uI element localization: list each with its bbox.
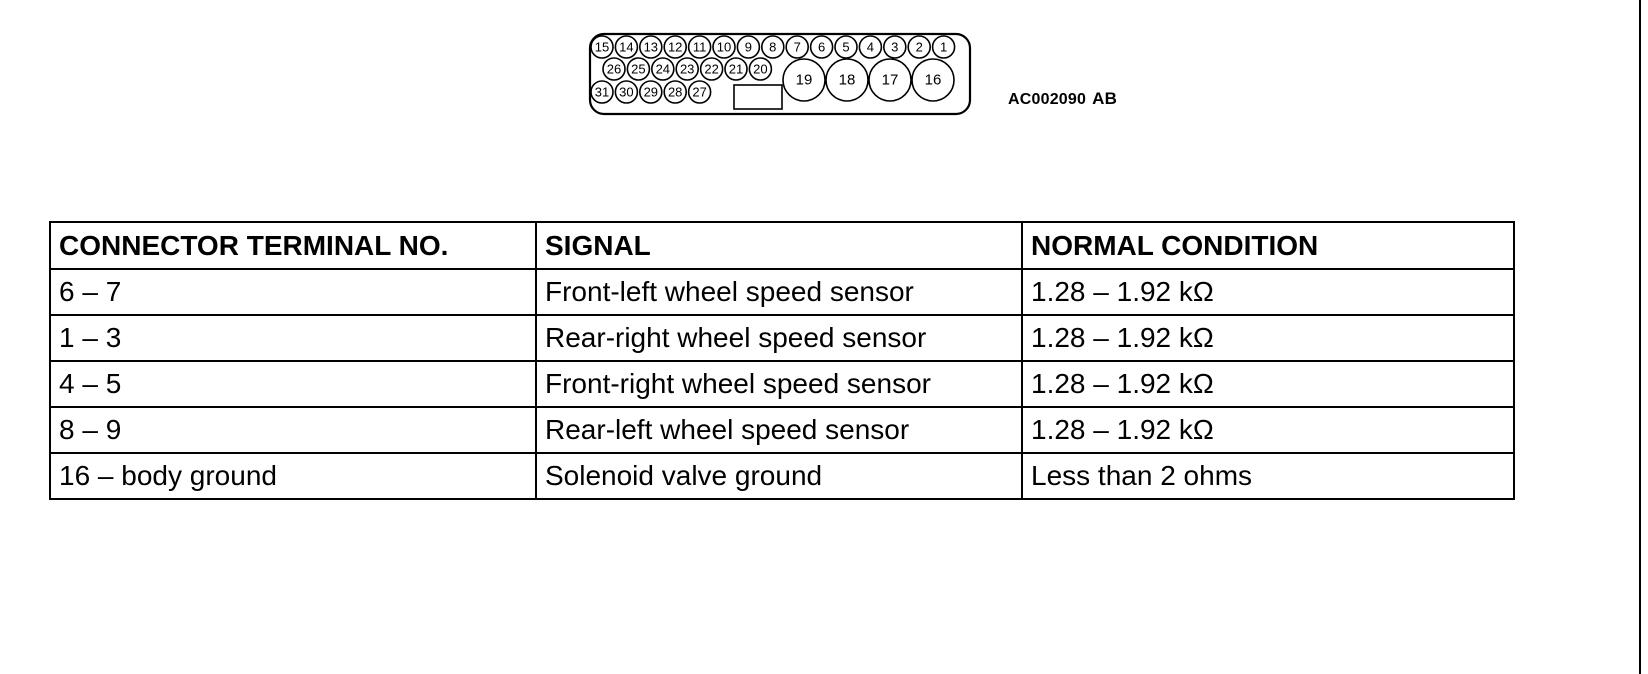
pin-number: 9 [744, 39, 753, 55]
connector-pin-30 [615, 81, 637, 103]
connector-key-slot [734, 85, 782, 109]
connector-pin-27 [689, 81, 711, 103]
connector-pin-14 [615, 36, 637, 58]
connector-check-table [49, 221, 1515, 500]
connector-pin-28 [664, 81, 686, 103]
pin-row-bottom [591, 81, 711, 103]
pin-number: 12 [667, 39, 683, 55]
connector-pin-12 [664, 36, 686, 58]
cell-terminal: 8 – 9 [50, 407, 536, 453]
connector-pin-4 [859, 36, 881, 58]
pin-number: 2 [915, 39, 923, 55]
pin-number: 26 [606, 61, 622, 77]
figure-code-suffix: AB [1092, 89, 1118, 108]
connector-pin-3 [884, 36, 906, 58]
connector-pin-24 [652, 58, 674, 80]
cell-signal: Front-left wheel speed sensor [536, 269, 1022, 315]
pin-number: 24 [655, 61, 671, 77]
table-row [50, 361, 1514, 407]
figure-code [1008, 89, 1117, 109]
pin-number: 17 [881, 71, 899, 89]
connector-pin-2 [908, 36, 930, 58]
pin-number: 14 [619, 39, 634, 55]
pin-number: 30 [619, 84, 634, 100]
cell-terminal: 1 – 3 [50, 315, 536, 361]
connector-pin-26 [603, 58, 625, 80]
connector-pin-21 [725, 58, 747, 80]
connector-pin-25 [627, 58, 649, 80]
pin-number: 16 [924, 71, 942, 89]
connector-pin-7 [786, 36, 808, 58]
table-row [50, 269, 1514, 315]
table-row [50, 407, 1514, 453]
cell-terminal: 6 – 7 [50, 269, 536, 315]
connector-pin-11 [689, 36, 711, 58]
table-row [50, 315, 1514, 361]
pin-number: 5 [842, 39, 850, 55]
connector-pin-16 [912, 59, 954, 101]
pin-number: 6 [817, 39, 826, 55]
connector-pin-8 [762, 36, 784, 58]
pin-number: 25 [631, 61, 646, 77]
pin-number: 15 [594, 39, 610, 55]
cell-signal: Front-right wheel speed sensor [536, 361, 1022, 407]
pin-number: 31 [594, 84, 610, 100]
connector-pin-15 [591, 36, 613, 58]
header-condition: NORMAL CONDITION [1022, 222, 1514, 269]
connector-pin-5 [835, 36, 857, 58]
table-header-row [50, 222, 1514, 269]
connector-pin-1 [933, 36, 955, 58]
pin-number: 21 [728, 61, 744, 77]
cell-condition: 1.28 – 1.92 kΩ [1022, 407, 1514, 453]
connector-pin-18 [826, 59, 868, 101]
cell-condition: 1.28 – 1.92 kΩ [1022, 315, 1514, 361]
pin-number: 22 [704, 61, 719, 77]
connector-pin-17 [869, 59, 911, 101]
pin-number: 29 [643, 84, 659, 100]
pin-number: 18 [838, 71, 856, 89]
connector-pin-23 [676, 58, 698, 80]
cell-signal: Rear-right wheel speed sensor [536, 315, 1022, 361]
pin-number: 3 [891, 39, 899, 55]
connector-pin-20 [749, 58, 771, 80]
pin-number: 28 [667, 84, 683, 100]
pin-number: 13 [643, 39, 659, 55]
connector-pin-10 [713, 36, 735, 58]
header-signal: SIGNAL [536, 222, 1022, 269]
connector-pin-19 [783, 59, 825, 101]
pin-number: 1 [939, 39, 948, 55]
cell-terminal: 16 – body ground [50, 453, 536, 499]
connector-diagram [588, 28, 988, 118]
cell-signal: Solenoid valve ground [536, 453, 1022, 499]
pin-number: 7 [793, 39, 801, 55]
connector-pin-9 [737, 36, 759, 58]
pin-row-top [591, 36, 955, 58]
cell-condition: Less than 2 ohms [1022, 453, 1514, 499]
connector-pin-22 [701, 58, 723, 80]
connector-pin-29 [640, 81, 662, 103]
connector-pin-6 [811, 36, 833, 58]
cell-condition: 1.28 – 1.92 kΩ [1022, 269, 1514, 315]
pin-number: 10 [716, 39, 732, 55]
figure-code-number: AC002090 [1008, 91, 1087, 108]
connector-pin-31 [591, 81, 613, 103]
cell-condition: 1.28 – 1.92 kΩ [1022, 361, 1514, 407]
connector-pinout [588, 28, 988, 118]
pin-number: 20 [753, 61, 768, 77]
cell-terminal: 4 – 5 [50, 361, 536, 407]
pin-number: 27 [692, 84, 707, 100]
header-terminal: CONNECTOR TERMINAL NO. [50, 222, 536, 269]
cell-signal: Rear-left wheel speed sensor [536, 407, 1022, 453]
pin-number: 11 [692, 39, 707, 55]
pin-number: 8 [769, 39, 777, 55]
table-row [50, 453, 1514, 499]
pin-number: 19 [795, 71, 813, 89]
page-edge-rule [1639, 0, 1641, 674]
connector-pin-13 [640, 36, 662, 58]
pin-number: 4 [866, 39, 875, 55]
pin-number: 23 [679, 61, 695, 77]
